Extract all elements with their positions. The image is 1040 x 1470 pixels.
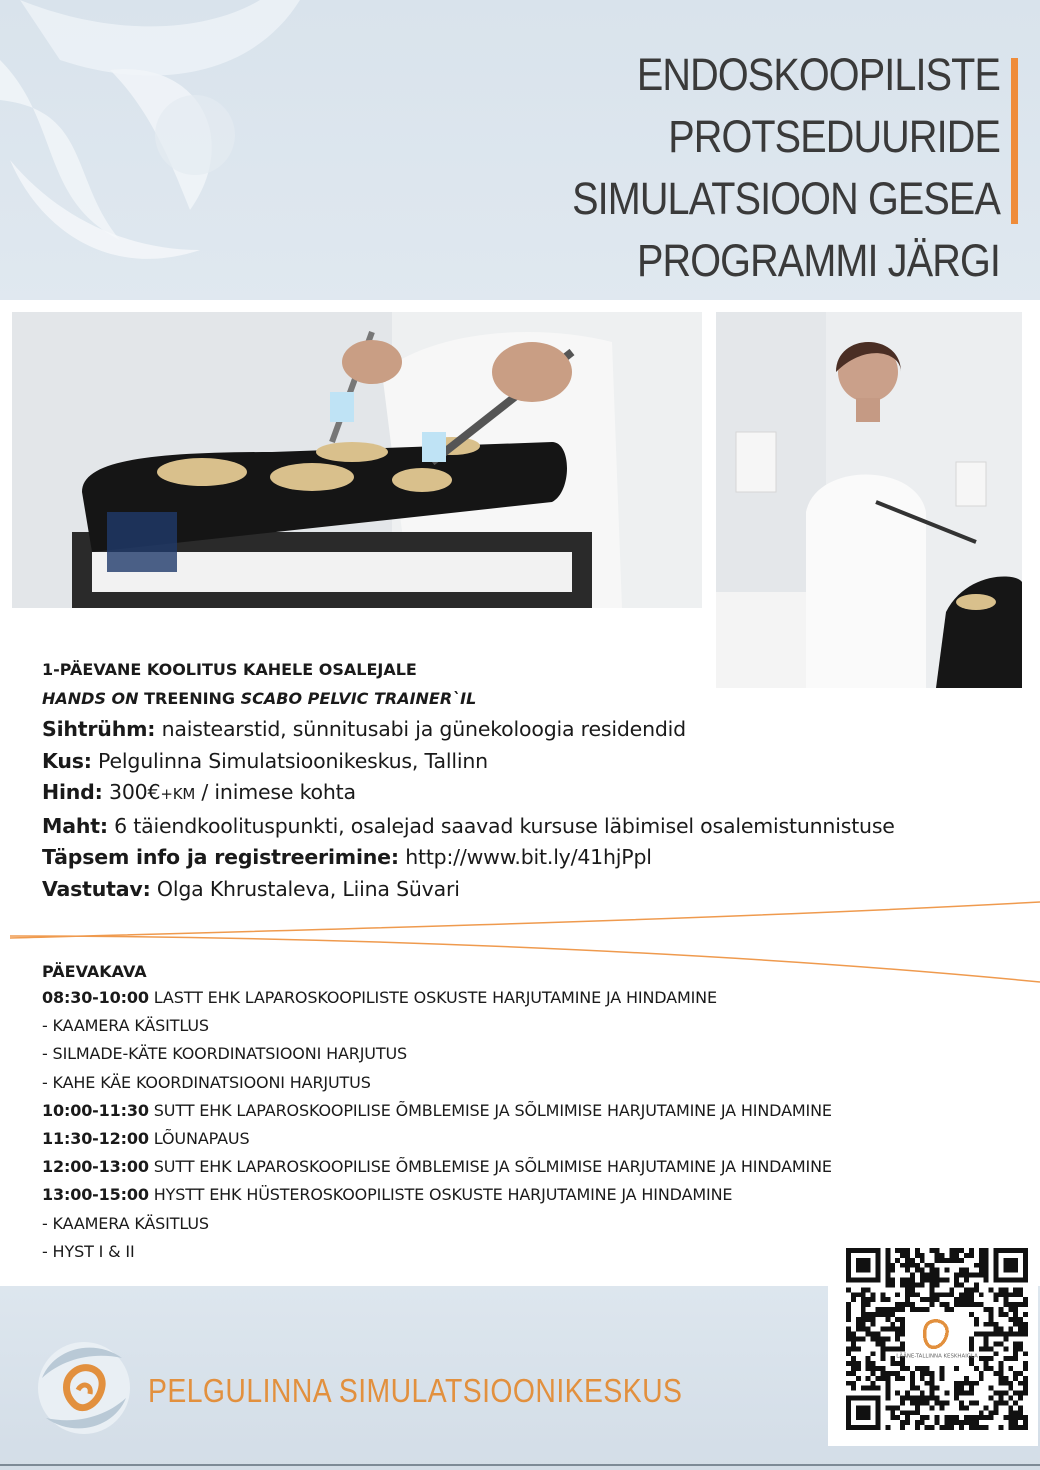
schedule-row: 11:30-12:00 LÕUNAPAUS	[42, 1129, 250, 1149]
qr-code[interactable]	[846, 1248, 1028, 1430]
course-subheading	[42, 684, 1032, 714]
schedule-row: 10:00-11:30 SUTT EHK LAPAROSKOOPILISE ÕMBLEMISE JA SÕLMIMISE HARJUTAMINE JA HINDAMINE	[42, 1100, 832, 1120]
title-accent-bar	[1011, 58, 1018, 224]
schedule-row: 08:30-10:00 LASTT EHK LAPAROSKOOPILISTE OSKUSTE HARJUTAMINE JA HINDAMINE	[42, 988, 717, 1007]
pelvic-trainer-photo	[12, 312, 702, 608]
info-row-location: Kus: Pelgulinna Simulatsioonikeskus, Tallinn	[42, 748, 488, 773]
footer-line	[0, 1464, 1040, 1466]
info-row-target-group: Sihtrühm: naistearstid, sünnitusabi ja günekoloogia residendid	[42, 717, 686, 741]
course-sub-italic-1: HANDS ON	[42, 689, 139, 708]
schedule-row: - KAAMERA KÄSITLUS	[42, 1016, 209, 1036]
registration-link[interactable]: http://www.bit.ly/41hjPpl	[398, 845, 652, 869]
background-swirl-graphic	[0, 0, 320, 300]
simulation-center-name: PELGULINNA SIMULATSIOONIKESKUS	[148, 1372, 683, 1409]
qr-logo-text: LÄÄNE-TALLINNA KESKHAIGLA	[896, 1353, 978, 1360]
info-row-responsible: Vastutav: Olga Khrustaleva, Liina Süvari	[42, 876, 460, 901]
course-sub-italic-2: SCABO PELVIC TRAINER`IL	[240, 689, 477, 708]
title-line-1: ENDOSKOOPILISTE PROTSEDUURIDE	[636, 49, 1000, 162]
course-info	[42, 656, 1032, 905]
schedule-title: PÄEVAKAVA	[42, 962, 147, 981]
schedule-row: - HYST I & II	[42, 1241, 135, 1261]
info-row-volume: Maht: 6 täiendkoolituspunkti, osalejad saavad kursuse läbimisel osalemistunnistuse	[42, 813, 895, 838]
schedule-row: 12:00-13:00 SUTT EHK LAPAROSKOOPILISE ÕMBLEMISE JA SÕLMIMISE HARJUTAMINE JA HINDAMINE	[42, 1157, 832, 1177]
schedule-row: - SILMADE-KÄTE KOORDINATSIOONI HARJUTUS	[42, 1044, 408, 1064]
simulation-center-logo-icon	[34, 1338, 134, 1438]
schedule-row: - KAHE KÄE KOORDINATSIOONI HARJUTUS	[42, 1072, 371, 1092]
info-row-price: Hind: 300€+KM / inimese kohta	[42, 780, 356, 804]
title-line-3: PROGRAMMI JÄRGI	[636, 235, 1000, 286]
page-title	[331, 44, 1000, 292]
course-sub-plain: TREENING	[138, 689, 241, 708]
schedule-row: 13:00-15:00 HYSTT EHK HÜSTEROSKOOPILISTE OSKUSTE HARJUTAMINE JA HINDAMINE	[42, 1185, 733, 1205]
schedule	[42, 960, 1032, 1266]
schedule-row: - KAAMERA KÄSITLUS	[42, 1213, 209, 1233]
info-row-registration: Täpsem info ja registreerimine: http://www.bit.ly/41hjPpl	[42, 845, 652, 869]
qr-code-container	[828, 1236, 1038, 1446]
instructor-photo	[716, 312, 1022, 688]
course-heading: 1-PÄEVANE KOOLITUS KAHELE OSALEJALE	[42, 660, 417, 679]
title-line-2: SIMULATSIOON GESEA	[572, 173, 1000, 224]
